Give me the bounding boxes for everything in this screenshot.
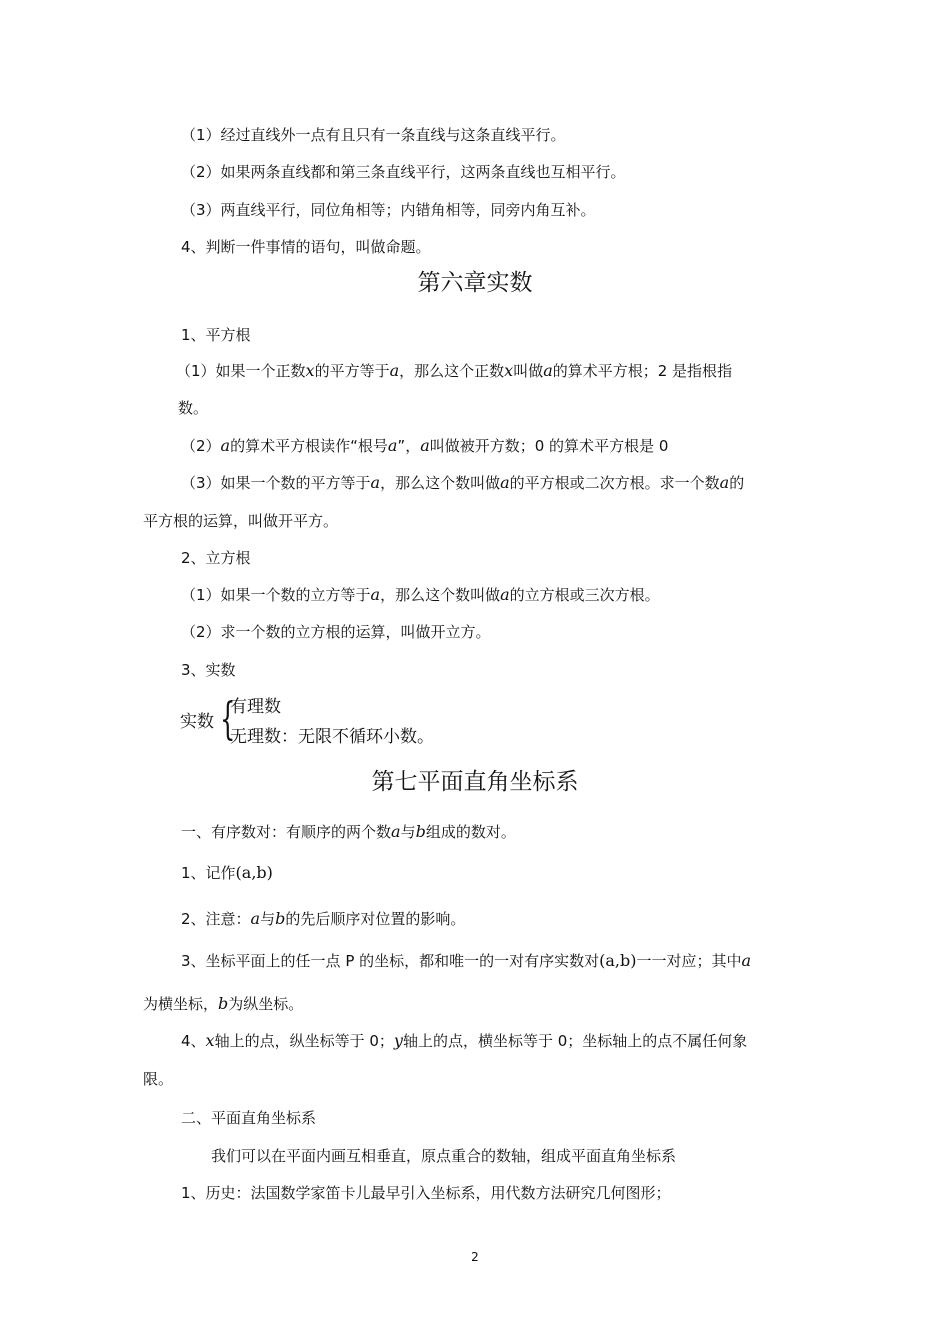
sqrt-def-line-3-cont: 平方根的运算，叫做开平方。 <box>143 512 339 530</box>
ordered-pair-def: 一、有序数对：有顺序的两个数a与b组成的数对。 <box>181 822 516 841</box>
curly-brace-icon: { <box>220 694 236 745</box>
coordinate-history: 1、历史：法国数学家笛卡儿最早引入坐标系，用代数方法研究几何图形； <box>181 1184 671 1202</box>
sqrt-def-line-3: （3）如果一个数的平方等于a，那么这个数叫做a的平方根或二次方根。求一个数a的 <box>181 473 745 492</box>
parallel-prop-2: （2）如果两条直线都和第三条直线平行，这两条直线也互相平行。 <box>181 163 626 181</box>
ordered-pair-note: 2、注意：a与b的先后顺序对位置的影响。 <box>181 909 466 928</box>
section-coordinate-system: 二、平面直角坐标系 <box>181 1109 317 1127</box>
section-cube-root: 2、立方根 <box>181 549 251 567</box>
axis-points-rule: 4、x轴上的点，纵坐标等于 0；y轴上的点，横坐标等于 0；坐标轴上的点不属任何象 <box>181 1031 748 1050</box>
section-square-root: 1、平方根 <box>181 326 251 344</box>
chapter-7-title: 第七平面直角坐标系 <box>371 769 579 795</box>
page-number: 2 <box>471 1250 479 1264</box>
ordered-pair-notation: 1、记作(a,b) <box>181 863 273 882</box>
parallel-prop-1: （1）经过直线外一点有且只有一条直线与这条直线平行。 <box>181 126 566 144</box>
irrational-numbers: 无理数：无限不循环小数。 <box>230 727 434 747</box>
proposition-definition: 4、判断一件事情的语句，叫做命题。 <box>181 238 431 256</box>
coordinate-system-def: 我们可以在平面内画互相垂直，原点重合的数轴，组成平面直角坐标系 <box>211 1147 677 1165</box>
rational-numbers: 有理数 <box>230 697 281 717</box>
brace-label: 实数 <box>180 712 214 732</box>
axis-points-rule-cont: 限。 <box>143 1070 174 1088</box>
cbrt-def-line-2: （2）求一个数的立方根的运算，叫做开立方。 <box>181 623 491 641</box>
sqrt-def-line-2: （2）a的算术平方根读作“根号a”，a叫做被开方数；0 的算术平方根是 0 <box>181 436 669 455</box>
chapter-6-title: 第六章实数 <box>417 270 533 296</box>
section-real-numbers: 3、实数 <box>181 661 236 679</box>
sqrt-def-line-1: （1）如果一个正数x的平方等于a，那么这个正数x叫做a的算术平方根；2 是指根指 <box>176 361 733 380</box>
cbrt-def-line-1: （1）如果一个数的立方等于a，那么这个数叫做a的立方根或三次方根。 <box>181 585 660 604</box>
coordinate-correspondence: 3、坐标平面上的任一点 P 的坐标，都和唯一的一对有序实数对(a,b)一一对应；其中a <box>181 951 752 970</box>
real-number-classification <box>180 692 500 752</box>
parallel-prop-3: （3）两直线平行，同位角相等；内错角相等，同旁内角互补。 <box>181 201 596 219</box>
coordinate-correspondence-cont: 为横坐标，b为纵坐标。 <box>143 994 304 1013</box>
sqrt-def-line-1-cont: 数。 <box>178 399 209 417</box>
